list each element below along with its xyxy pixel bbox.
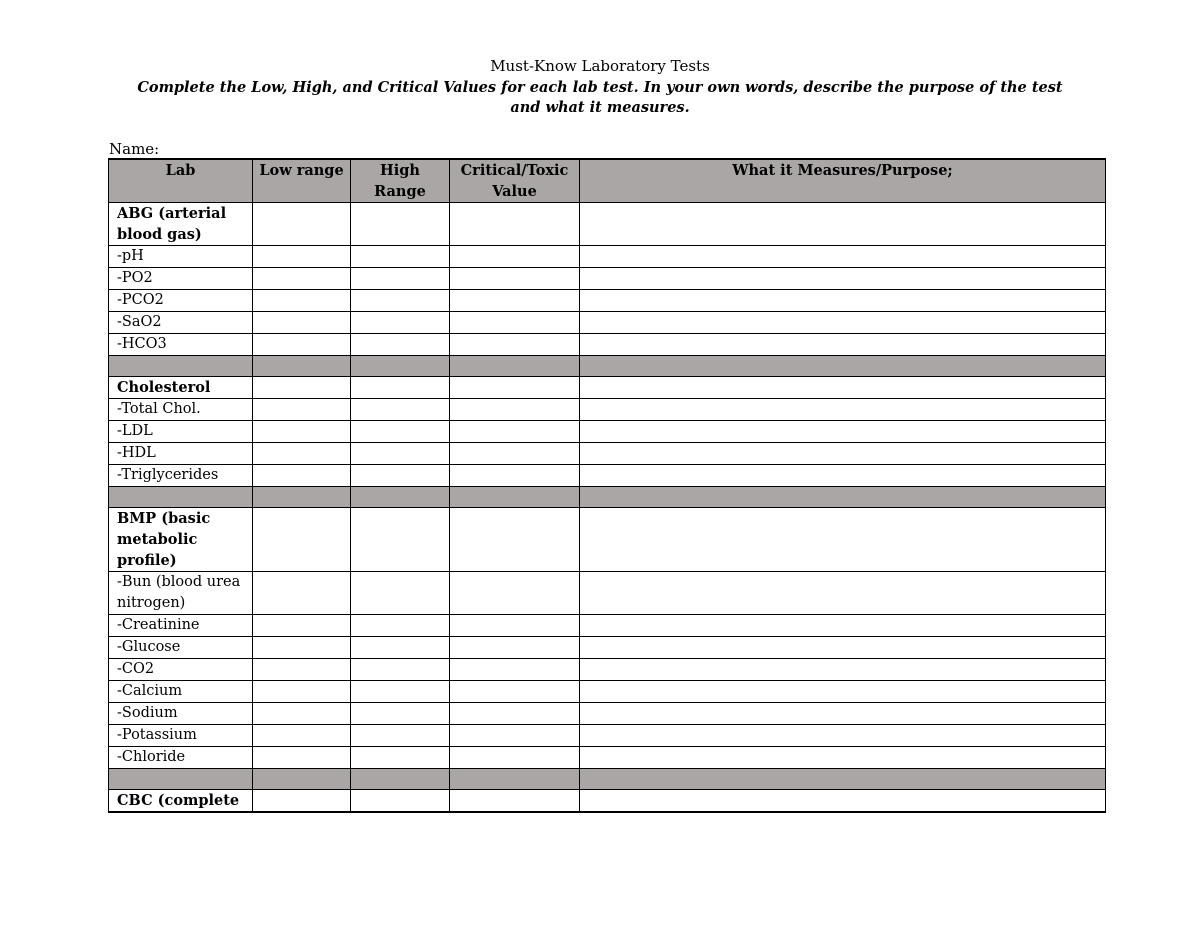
purpose-cell[interactable]: [580, 637, 1106, 659]
low-range-cell[interactable]: [253, 268, 351, 290]
low-range-cell[interactable]: [253, 572, 351, 615]
purpose-cell[interactable]: [580, 790, 1106, 813]
high-range-cell[interactable]: [351, 681, 450, 703]
lab-name-cell: -PO2: [109, 268, 253, 290]
column-header-critical-value: Critical/Toxic Value: [450, 159, 580, 203]
lab-name-cell: -Creatinine: [109, 615, 253, 637]
table-row: [109, 465, 1106, 487]
purpose-cell[interactable]: [580, 465, 1106, 487]
critical-value-cell[interactable]: [450, 659, 580, 681]
critical-value-cell[interactable]: [450, 465, 580, 487]
table-row: [109, 268, 1106, 290]
low-range-cell[interactable]: [253, 659, 351, 681]
critical-value-cell[interactable]: [450, 572, 580, 615]
purpose-cell[interactable]: [580, 747, 1106, 769]
separator-cell: [351, 356, 450, 377]
purpose-cell[interactable]: [580, 725, 1106, 747]
lab-name-cell: -PCO2: [109, 290, 253, 312]
critical-value-cell[interactable]: [450, 312, 580, 334]
separator-cell: [351, 487, 450, 508]
lab-name-cell: -Glucose: [109, 637, 253, 659]
low-range-cell[interactable]: [253, 681, 351, 703]
purpose-cell[interactable]: [580, 681, 1106, 703]
low-range-cell[interactable]: [253, 615, 351, 637]
lab-name-cell: ABG (arterial blood gas): [109, 203, 253, 246]
low-range-cell[interactable]: [253, 747, 351, 769]
low-range-cell[interactable]: [253, 334, 351, 356]
lab-name-cell: -LDL: [109, 421, 253, 443]
purpose-cell[interactable]: [580, 268, 1106, 290]
high-range-cell[interactable]: [351, 659, 450, 681]
high-range-cell[interactable]: [351, 246, 450, 268]
separator-cell: [253, 356, 351, 377]
lab-name-cell: -SaO2: [109, 312, 253, 334]
lab-name-cell: -Chloride: [109, 747, 253, 769]
separator-cell: [109, 769, 253, 790]
separator-cell: [253, 769, 351, 790]
critical-value-cell[interactable]: [450, 290, 580, 312]
high-range-cell[interactable]: [351, 312, 450, 334]
critical-value-cell[interactable]: [450, 443, 580, 465]
table-row: [109, 572, 1106, 615]
lab-name-cell: -Calcium: [109, 681, 253, 703]
section-separator-row: [109, 769, 1106, 790]
section-separator-row: [109, 487, 1106, 508]
high-range-cell[interactable]: [351, 615, 450, 637]
table-row: [109, 747, 1106, 769]
separator-cell: [253, 487, 351, 508]
table-row: [109, 681, 1106, 703]
low-range-cell[interactable]: [253, 465, 351, 487]
lab-name-cell: -HDL: [109, 443, 253, 465]
critical-value-cell[interactable]: [450, 268, 580, 290]
purpose-cell[interactable]: [580, 572, 1106, 615]
high-range-cell[interactable]: [351, 421, 450, 443]
table-row: [109, 312, 1106, 334]
critical-value-cell[interactable]: [450, 615, 580, 637]
table-row: [109, 290, 1106, 312]
high-range-cell[interactable]: [351, 747, 450, 769]
high-range-cell[interactable]: [351, 203, 450, 246]
high-range-cell[interactable]: [351, 703, 450, 725]
critical-value-cell[interactable]: [450, 399, 580, 421]
high-range-cell[interactable]: [351, 465, 450, 487]
separator-cell: [450, 487, 580, 508]
instructions-text: Complete the Low, High, and Critical Values for each lab test. In your own words, describe the purpose of the test and what it measures.: [137, 79, 1063, 116]
section-separator-row: [109, 356, 1106, 377]
lab-name-cell: -Potassium: [109, 725, 253, 747]
separator-cell: [450, 356, 580, 377]
critical-value-cell[interactable]: [450, 377, 580, 399]
column-header-lab: Lab: [109, 159, 253, 203]
low-range-cell[interactable]: [253, 312, 351, 334]
lab-name-cell: CBC (complete: [109, 790, 253, 813]
high-range-cell[interactable]: [351, 637, 450, 659]
purpose-cell[interactable]: [580, 703, 1106, 725]
high-range-cell[interactable]: [351, 290, 450, 312]
high-range-cell[interactable]: [351, 268, 450, 290]
table-row: [109, 508, 1106, 572]
critical-value-cell[interactable]: [450, 747, 580, 769]
purpose-cell[interactable]: [580, 659, 1106, 681]
low-range-cell[interactable]: [253, 790, 351, 813]
high-range-cell[interactable]: [351, 725, 450, 747]
lab-name-cell: -CO2: [109, 659, 253, 681]
purpose-cell[interactable]: [580, 377, 1106, 399]
table-row: [109, 203, 1106, 246]
critical-value-cell[interactable]: [450, 203, 580, 246]
purpose-cell[interactable]: [580, 312, 1106, 334]
lab-name-cell: -HCO3: [109, 334, 253, 356]
purpose-cell[interactable]: [580, 399, 1106, 421]
critical-value-cell[interactable]: [450, 334, 580, 356]
high-range-cell[interactable]: [351, 508, 450, 572]
lab-name-cell: Cholesterol: [109, 377, 253, 399]
critical-value-cell[interactable]: [450, 637, 580, 659]
lab-name-cell: -pH: [109, 246, 253, 268]
table-row: [109, 399, 1106, 421]
purpose-cell[interactable]: [580, 421, 1106, 443]
critical-value-cell[interactable]: [450, 681, 580, 703]
lab-name-cell: -Total Chol.: [109, 399, 253, 421]
table-row: [109, 377, 1106, 399]
purpose-cell[interactable]: [580, 443, 1106, 465]
table-row: [109, 659, 1106, 681]
purpose-cell[interactable]: [580, 334, 1106, 356]
critical-value-cell[interactable]: [450, 703, 580, 725]
separator-cell: [351, 769, 450, 790]
column-header-high-range: High Range: [351, 159, 450, 203]
high-range-cell[interactable]: [351, 572, 450, 615]
lab-tests-table: [108, 158, 1106, 813]
table-row: [109, 421, 1106, 443]
lab-name-cell: -Sodium: [109, 703, 253, 725]
critical-value-cell[interactable]: [450, 725, 580, 747]
table-row: [109, 790, 1106, 813]
low-range-cell[interactable]: [253, 203, 351, 246]
table-row: [109, 725, 1106, 747]
table-row: [109, 615, 1106, 637]
table-row: [109, 246, 1106, 268]
low-range-cell[interactable]: [253, 508, 351, 572]
column-header-purpose: What it Measures/Purpose;: [580, 159, 1106, 203]
low-range-cell[interactable]: [253, 443, 351, 465]
low-range-cell[interactable]: [253, 703, 351, 725]
purpose-cell[interactable]: [580, 508, 1106, 572]
critical-value-cell[interactable]: [450, 508, 580, 572]
low-range-cell[interactable]: [253, 637, 351, 659]
critical-value-cell[interactable]: [450, 421, 580, 443]
purpose-cell[interactable]: [580, 203, 1106, 246]
low-range-cell[interactable]: [253, 246, 351, 268]
critical-value-cell[interactable]: [450, 246, 580, 268]
table-row: [109, 443, 1106, 465]
low-range-cell[interactable]: [253, 290, 351, 312]
table-row: [109, 334, 1106, 356]
document-title: Must-Know Laboratory Tests: [490, 57, 710, 75]
purpose-cell[interactable]: [580, 290, 1106, 312]
separator-cell: [580, 769, 1106, 790]
lab-table-body: [109, 203, 1106, 813]
lab-name-cell: -Triglycerides: [109, 465, 253, 487]
low-range-cell[interactable]: [253, 421, 351, 443]
table-row: [109, 703, 1106, 725]
low-range-cell[interactable]: [253, 399, 351, 421]
high-range-cell[interactable]: [351, 443, 450, 465]
separator-cell: [580, 356, 1106, 377]
column-header-low-range: Low range: [253, 159, 351, 203]
separator-cell: [450, 769, 580, 790]
separator-cell: [109, 487, 253, 508]
high-range-cell[interactable]: [351, 399, 450, 421]
low-range-cell[interactable]: [253, 725, 351, 747]
purpose-cell[interactable]: [580, 615, 1106, 637]
low-range-cell[interactable]: [253, 377, 351, 399]
high-range-cell[interactable]: [351, 334, 450, 356]
critical-value-cell[interactable]: [450, 790, 580, 813]
lab-name-cell: BMP (basic metabolic profile): [109, 508, 253, 572]
purpose-cell[interactable]: [580, 246, 1106, 268]
separator-cell: [109, 356, 253, 377]
table-row: [109, 637, 1106, 659]
lab-name-cell: -Bun (blood urea nitrogen): [109, 572, 253, 615]
separator-cell: [580, 487, 1106, 508]
table-header-row: [109, 159, 1106, 203]
name-label: Name:: [109, 140, 160, 158]
high-range-cell[interactable]: [351, 377, 450, 399]
high-range-cell[interactable]: [351, 790, 450, 813]
